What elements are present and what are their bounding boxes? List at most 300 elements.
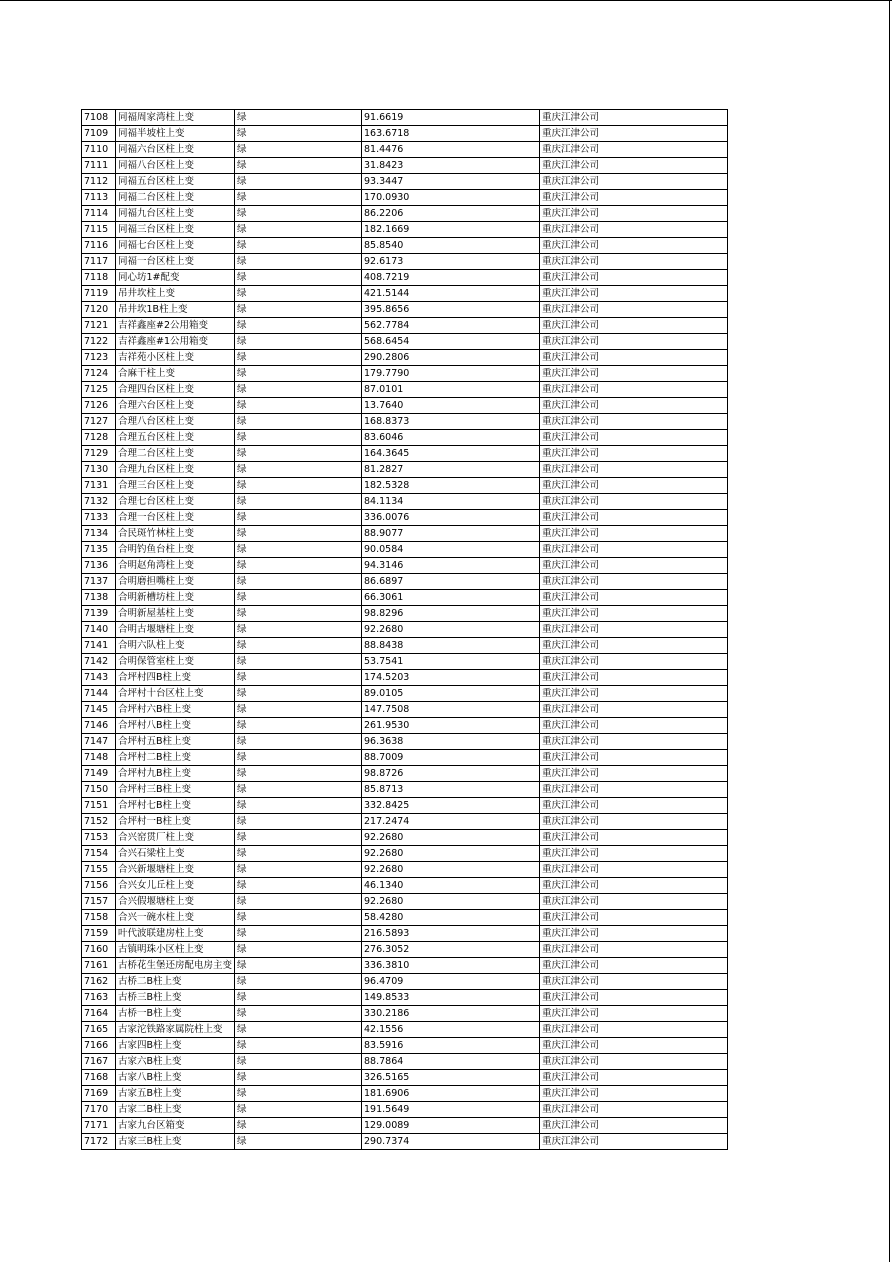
value-cell: 170.0930 [362, 190, 540, 206]
status-cell: 绿 [235, 574, 362, 590]
status-cell: 绿 [235, 558, 362, 574]
value-cell: 408.7219 [362, 270, 540, 286]
status-cell: 绿 [235, 510, 362, 526]
row-id-cell: 7122 [82, 334, 116, 350]
name-cell: 合明六队柱上变 [116, 638, 235, 654]
table-row [82, 526, 728, 542]
row-id-cell: 7126 [82, 398, 116, 414]
row-id-cell: 7145 [82, 702, 116, 718]
table-row [82, 430, 728, 446]
row-id-cell: 7120 [82, 302, 116, 318]
row-id-cell: 7137 [82, 574, 116, 590]
status-cell: 绿 [235, 110, 362, 126]
status-cell: 绿 [235, 798, 362, 814]
status-cell: 绿 [235, 542, 362, 558]
status-cell: 绿 [235, 286, 362, 302]
status-cell: 绿 [235, 894, 362, 910]
company-cell: 重庆江津公司 [540, 494, 728, 510]
name-cell: 合兴一碗水柱上变 [116, 910, 235, 926]
row-id-cell: 7124 [82, 366, 116, 382]
name-cell: 古家沱铁路家属院柱上变 [116, 1022, 235, 1038]
row-id-cell: 7129 [82, 446, 116, 462]
name-cell: 古家九台区箱变 [116, 1118, 235, 1134]
value-cell: 88.8438 [362, 638, 540, 654]
company-cell: 重庆江津公司 [540, 638, 728, 654]
company-cell: 重庆江津公司 [540, 702, 728, 718]
row-id-cell: 7134 [82, 526, 116, 542]
name-cell: 合明保管室柱上变 [116, 654, 235, 670]
company-cell: 重庆江津公司 [540, 1054, 728, 1070]
status-cell: 绿 [235, 702, 362, 718]
row-id-cell: 7116 [82, 238, 116, 254]
company-cell: 重庆江津公司 [540, 574, 728, 590]
row-id-cell: 7153 [82, 830, 116, 846]
status-cell: 绿 [235, 414, 362, 430]
value-cell: 92.2680 [362, 894, 540, 910]
value-cell: 98.8726 [362, 766, 540, 782]
table-row [82, 910, 728, 926]
value-cell: 421.5144 [362, 286, 540, 302]
company-cell: 重庆江津公司 [540, 558, 728, 574]
status-cell: 绿 [235, 158, 362, 174]
row-id-cell: 7113 [82, 190, 116, 206]
name-cell: 合明赵角湾柱上变 [116, 558, 235, 574]
company-cell: 重庆江津公司 [540, 222, 728, 238]
table-row [82, 510, 728, 526]
name-cell: 吊井坎柱上变 [116, 286, 235, 302]
status-cell: 绿 [235, 494, 362, 510]
table-row [82, 750, 728, 766]
row-id-cell: 7150 [82, 782, 116, 798]
name-cell: 吉祥苑小区柱上变 [116, 350, 235, 366]
name-cell: 古桥花生堡还房配电房主变 [116, 958, 235, 974]
status-cell: 绿 [235, 1118, 362, 1134]
name-cell: 合麻干柱上变 [116, 366, 235, 382]
value-cell: 92.2680 [362, 862, 540, 878]
value-cell: 182.5328 [362, 478, 540, 494]
status-cell: 绿 [235, 430, 362, 446]
value-cell: 98.8296 [362, 606, 540, 622]
table-row [82, 462, 728, 478]
value-cell: 92.2680 [362, 846, 540, 862]
company-cell: 重庆江津公司 [540, 334, 728, 350]
value-cell: 92.6173 [362, 254, 540, 270]
company-cell: 重庆江津公司 [540, 526, 728, 542]
table-row [82, 414, 728, 430]
row-id-cell: 7114 [82, 206, 116, 222]
company-cell: 重庆江津公司 [540, 606, 728, 622]
table-row [82, 686, 728, 702]
table-row [82, 1086, 728, 1102]
table-row [82, 574, 728, 590]
status-cell: 绿 [235, 958, 362, 974]
row-id-cell: 7136 [82, 558, 116, 574]
value-cell: 96.3638 [362, 734, 540, 750]
table-row [82, 494, 728, 510]
name-cell: 叶代波联建房柱上变 [116, 926, 235, 942]
name-cell: 合理五台区柱上变 [116, 430, 235, 446]
status-cell: 绿 [235, 990, 362, 1006]
name-cell: 合明新屋基柱上变 [116, 606, 235, 622]
row-id-cell: 7152 [82, 814, 116, 830]
status-cell: 绿 [235, 1006, 362, 1022]
row-id-cell: 7151 [82, 798, 116, 814]
table-row [82, 830, 728, 846]
company-cell: 重庆江津公司 [540, 190, 728, 206]
status-cell: 绿 [235, 382, 362, 398]
status-cell: 绿 [235, 766, 362, 782]
company-cell: 重庆江津公司 [540, 862, 728, 878]
row-id-cell: 7109 [82, 126, 116, 142]
row-id-cell: 7149 [82, 766, 116, 782]
name-cell: 吊井坎1B柱上变 [116, 302, 235, 318]
row-id-cell: 7138 [82, 590, 116, 606]
name-cell: 合理六台区柱上变 [116, 398, 235, 414]
company-cell: 重庆江津公司 [540, 430, 728, 446]
table-row [82, 446, 728, 462]
status-cell: 绿 [235, 270, 362, 286]
status-cell: 绿 [235, 942, 362, 958]
status-cell: 绿 [235, 926, 362, 942]
row-id-cell: 7128 [82, 430, 116, 446]
table-row [82, 190, 728, 206]
name-cell: 合理二台区柱上变 [116, 446, 235, 462]
company-cell: 重庆江津公司 [540, 734, 728, 750]
table-row [82, 814, 728, 830]
table-row [82, 558, 728, 574]
value-cell: 46.1340 [362, 878, 540, 894]
status-cell: 绿 [235, 974, 362, 990]
value-cell: 94.3146 [362, 558, 540, 574]
value-cell: 88.9077 [362, 526, 540, 542]
company-cell: 重庆江津公司 [540, 1102, 728, 1118]
table-row [82, 254, 728, 270]
company-cell: 重庆江津公司 [540, 126, 728, 142]
status-cell: 绿 [235, 654, 362, 670]
table-row [82, 318, 728, 334]
table-row [82, 766, 728, 782]
table-row [82, 1006, 728, 1022]
company-cell: 重庆江津公司 [540, 174, 728, 190]
company-cell: 重庆江津公司 [540, 478, 728, 494]
company-cell: 重庆江津公司 [540, 446, 728, 462]
row-id-cell: 7166 [82, 1038, 116, 1054]
row-id-cell: 7139 [82, 606, 116, 622]
company-cell: 重庆江津公司 [540, 414, 728, 430]
table-row [82, 1134, 728, 1150]
value-cell: 93.3447 [362, 174, 540, 190]
table-row [82, 110, 728, 126]
name-cell: 合坪村六B柱上变 [116, 702, 235, 718]
company-cell: 重庆江津公司 [540, 142, 728, 158]
status-cell: 绿 [235, 366, 362, 382]
name-cell: 合兴假堰塘柱上变 [116, 894, 235, 910]
name-cell: 古家四B柱上变 [116, 1038, 235, 1054]
company-cell: 重庆江津公司 [540, 302, 728, 318]
name-cell: 合坪村九B柱上变 [116, 766, 235, 782]
value-cell: 174.5203 [362, 670, 540, 686]
name-cell: 古桥二B柱上变 [116, 974, 235, 990]
table-row [82, 270, 728, 286]
table-row [82, 478, 728, 494]
table-row [82, 142, 728, 158]
row-id-cell: 7135 [82, 542, 116, 558]
value-cell: 86.6897 [362, 574, 540, 590]
row-id-cell: 7155 [82, 862, 116, 878]
status-cell: 绿 [235, 1102, 362, 1118]
status-cell: 绿 [235, 590, 362, 606]
status-cell: 绿 [235, 782, 362, 798]
value-cell: 85.8540 [362, 238, 540, 254]
status-cell: 绿 [235, 750, 362, 766]
name-cell: 合坪村一B柱上变 [116, 814, 235, 830]
table-row [82, 606, 728, 622]
name-cell: 同福半坡柱上变 [116, 126, 235, 142]
value-cell: 92.2680 [362, 622, 540, 638]
row-id-cell: 7117 [82, 254, 116, 270]
company-cell: 重庆江津公司 [540, 974, 728, 990]
company-cell: 重庆江津公司 [540, 350, 728, 366]
name-cell: 合理四台区柱上变 [116, 382, 235, 398]
row-id-cell: 7127 [82, 414, 116, 430]
status-cell: 绿 [235, 734, 362, 750]
value-cell: 182.1669 [362, 222, 540, 238]
table-row [82, 1054, 728, 1070]
table-row [82, 926, 728, 942]
row-id-cell: 7131 [82, 478, 116, 494]
company-cell: 重庆江津公司 [540, 366, 728, 382]
value-cell: 91.6619 [362, 110, 540, 126]
name-cell: 合明古堰塘柱上变 [116, 622, 235, 638]
company-cell: 重庆江津公司 [540, 654, 728, 670]
row-id-cell: 7148 [82, 750, 116, 766]
company-cell: 重庆江津公司 [540, 270, 728, 286]
row-id-cell: 7167 [82, 1054, 116, 1070]
status-cell: 绿 [235, 1134, 362, 1150]
company-cell: 重庆江津公司 [540, 830, 728, 846]
company-cell: 重庆江津公司 [540, 798, 728, 814]
company-cell: 重庆江津公司 [540, 686, 728, 702]
company-cell: 重庆江津公司 [540, 462, 728, 478]
row-id-cell: 7144 [82, 686, 116, 702]
value-cell: 129.0089 [362, 1118, 540, 1134]
value-cell: 96.4709 [362, 974, 540, 990]
status-cell: 绿 [235, 398, 362, 414]
table-row [82, 126, 728, 142]
company-cell: 重庆江津公司 [540, 782, 728, 798]
company-cell: 重庆江津公司 [540, 206, 728, 222]
table-row [82, 1022, 728, 1038]
table-row [82, 1118, 728, 1134]
row-id-cell: 7146 [82, 718, 116, 734]
name-cell: 同福八台区柱上变 [116, 158, 235, 174]
name-cell: 合坪村二B柱上变 [116, 750, 235, 766]
value-cell: 163.6718 [362, 126, 540, 142]
table-row [82, 366, 728, 382]
value-cell: 395.8656 [362, 302, 540, 318]
status-cell: 绿 [235, 718, 362, 734]
name-cell: 古家二B柱上变 [116, 1102, 235, 1118]
row-id-cell: 7164 [82, 1006, 116, 1022]
company-cell: 重庆江津公司 [540, 942, 728, 958]
value-cell: 86.2206 [362, 206, 540, 222]
company-cell: 重庆江津公司 [540, 542, 728, 558]
company-cell: 重庆江津公司 [540, 766, 728, 782]
company-cell: 重庆江津公司 [540, 910, 728, 926]
table-row [82, 286, 728, 302]
table-row [82, 798, 728, 814]
company-cell: 重庆江津公司 [540, 1070, 728, 1086]
row-id-cell: 7141 [82, 638, 116, 654]
status-cell: 绿 [235, 254, 362, 270]
table-row [82, 334, 728, 350]
name-cell: 同福六台区柱上变 [116, 142, 235, 158]
status-cell: 绿 [235, 606, 362, 622]
value-cell: 87.0101 [362, 382, 540, 398]
name-cell: 合民斑竹林柱上变 [116, 526, 235, 542]
company-cell: 重庆江津公司 [540, 286, 728, 302]
value-cell: 181.6906 [362, 1086, 540, 1102]
value-cell: 149.8533 [362, 990, 540, 1006]
value-cell: 88.7864 [362, 1054, 540, 1070]
value-cell: 81.4476 [362, 142, 540, 158]
page-right-border [889, 0, 890, 1262]
status-cell: 绿 [235, 1086, 362, 1102]
table-row [82, 782, 728, 798]
name-cell: 合坪村五B柱上变 [116, 734, 235, 750]
company-cell: 重庆江津公司 [540, 1038, 728, 1054]
status-cell: 绿 [235, 142, 362, 158]
row-id-cell: 7110 [82, 142, 116, 158]
table-row [82, 894, 728, 910]
name-cell: 古家三B柱上变 [116, 1134, 235, 1150]
name-cell: 古镇明珠小区柱上变 [116, 942, 235, 958]
name-cell: 合坪村十台区柱上变 [116, 686, 235, 702]
row-id-cell: 7132 [82, 494, 116, 510]
value-cell: 88.7009 [362, 750, 540, 766]
value-cell: 330.2186 [362, 1006, 540, 1022]
company-cell: 重庆江津公司 [540, 238, 728, 254]
company-cell: 重庆江津公司 [540, 254, 728, 270]
table-row [82, 1102, 728, 1118]
status-cell: 绿 [235, 206, 362, 222]
status-cell: 绿 [235, 126, 362, 142]
table-row [82, 974, 728, 990]
table-row [82, 846, 728, 862]
status-cell: 绿 [235, 318, 362, 334]
row-id-cell: 7165 [82, 1022, 116, 1038]
row-id-cell: 7143 [82, 670, 116, 686]
table-row [82, 1070, 728, 1086]
row-id-cell: 7119 [82, 286, 116, 302]
value-cell: 276.3052 [362, 942, 540, 958]
table-row [82, 158, 728, 174]
status-cell: 绿 [235, 190, 362, 206]
page-top-border [0, 0, 892, 1]
status-cell: 绿 [235, 174, 362, 190]
row-id-cell: 7156 [82, 878, 116, 894]
value-cell: 164.3645 [362, 446, 540, 462]
row-id-cell: 7115 [82, 222, 116, 238]
company-cell: 重庆江津公司 [540, 958, 728, 974]
status-cell: 绿 [235, 622, 362, 638]
row-id-cell: 7125 [82, 382, 116, 398]
status-cell: 绿 [235, 302, 362, 318]
row-id-cell: 7140 [82, 622, 116, 638]
company-cell: 重庆江津公司 [540, 510, 728, 526]
name-cell: 合坪村四B柱上变 [116, 670, 235, 686]
value-cell: 326.5165 [362, 1070, 540, 1086]
name-cell: 合兴新堰塘柱上变 [116, 862, 235, 878]
row-id-cell: 7130 [82, 462, 116, 478]
row-id-cell: 7163 [82, 990, 116, 1006]
name-cell: 合明磨担嘴柱上变 [116, 574, 235, 590]
company-cell: 重庆江津公司 [540, 750, 728, 766]
value-cell: 290.2806 [362, 350, 540, 366]
company-cell: 重庆江津公司 [540, 158, 728, 174]
name-cell: 古桥三B柱上变 [116, 990, 235, 1006]
company-cell: 重庆江津公司 [540, 1006, 728, 1022]
row-id-cell: 7157 [82, 894, 116, 910]
table-row [82, 174, 728, 190]
value-cell: 290.7374 [362, 1134, 540, 1150]
table-row [82, 958, 728, 974]
table-row [82, 622, 728, 638]
status-cell: 绿 [235, 238, 362, 254]
name-cell: 合兴女儿丘柱上变 [116, 878, 235, 894]
name-cell: 合坪村三B柱上变 [116, 782, 235, 798]
status-cell: 绿 [235, 350, 362, 366]
status-cell: 绿 [235, 1038, 362, 1054]
value-cell: 83.6046 [362, 430, 540, 446]
status-cell: 绿 [235, 462, 362, 478]
value-cell: 84.1134 [362, 494, 540, 510]
table-row [82, 878, 728, 894]
status-cell: 绿 [235, 222, 362, 238]
status-cell: 绿 [235, 1022, 362, 1038]
row-id-cell: 7108 [82, 110, 116, 126]
status-cell: 绿 [235, 814, 362, 830]
value-cell: 92.2680 [362, 830, 540, 846]
table-row [82, 542, 728, 558]
name-cell: 古家五B柱上变 [116, 1086, 235, 1102]
company-cell: 重庆江津公司 [540, 718, 728, 734]
table-row [82, 222, 728, 238]
status-cell: 绿 [235, 670, 362, 686]
value-cell: 216.5893 [362, 926, 540, 942]
table-row [82, 302, 728, 318]
status-cell: 绿 [235, 478, 362, 494]
value-cell: 90.0584 [362, 542, 540, 558]
row-id-cell: 7133 [82, 510, 116, 526]
name-cell: 合明钓鱼台柱上变 [116, 542, 235, 558]
value-cell: 66.3061 [362, 590, 540, 606]
status-cell: 绿 [235, 1070, 362, 1086]
value-cell: 83.5916 [362, 1038, 540, 1054]
table-row [82, 670, 728, 686]
name-cell: 古家六B柱上变 [116, 1054, 235, 1070]
row-id-cell: 7172 [82, 1134, 116, 1150]
row-id-cell: 7142 [82, 654, 116, 670]
row-id-cell: 7168 [82, 1070, 116, 1086]
table-row [82, 590, 728, 606]
status-cell: 绿 [235, 638, 362, 654]
table-body [82, 110, 728, 1150]
table-row [82, 350, 728, 366]
table-row [82, 1038, 728, 1054]
table-row [82, 398, 728, 414]
status-cell: 绿 [235, 878, 362, 894]
